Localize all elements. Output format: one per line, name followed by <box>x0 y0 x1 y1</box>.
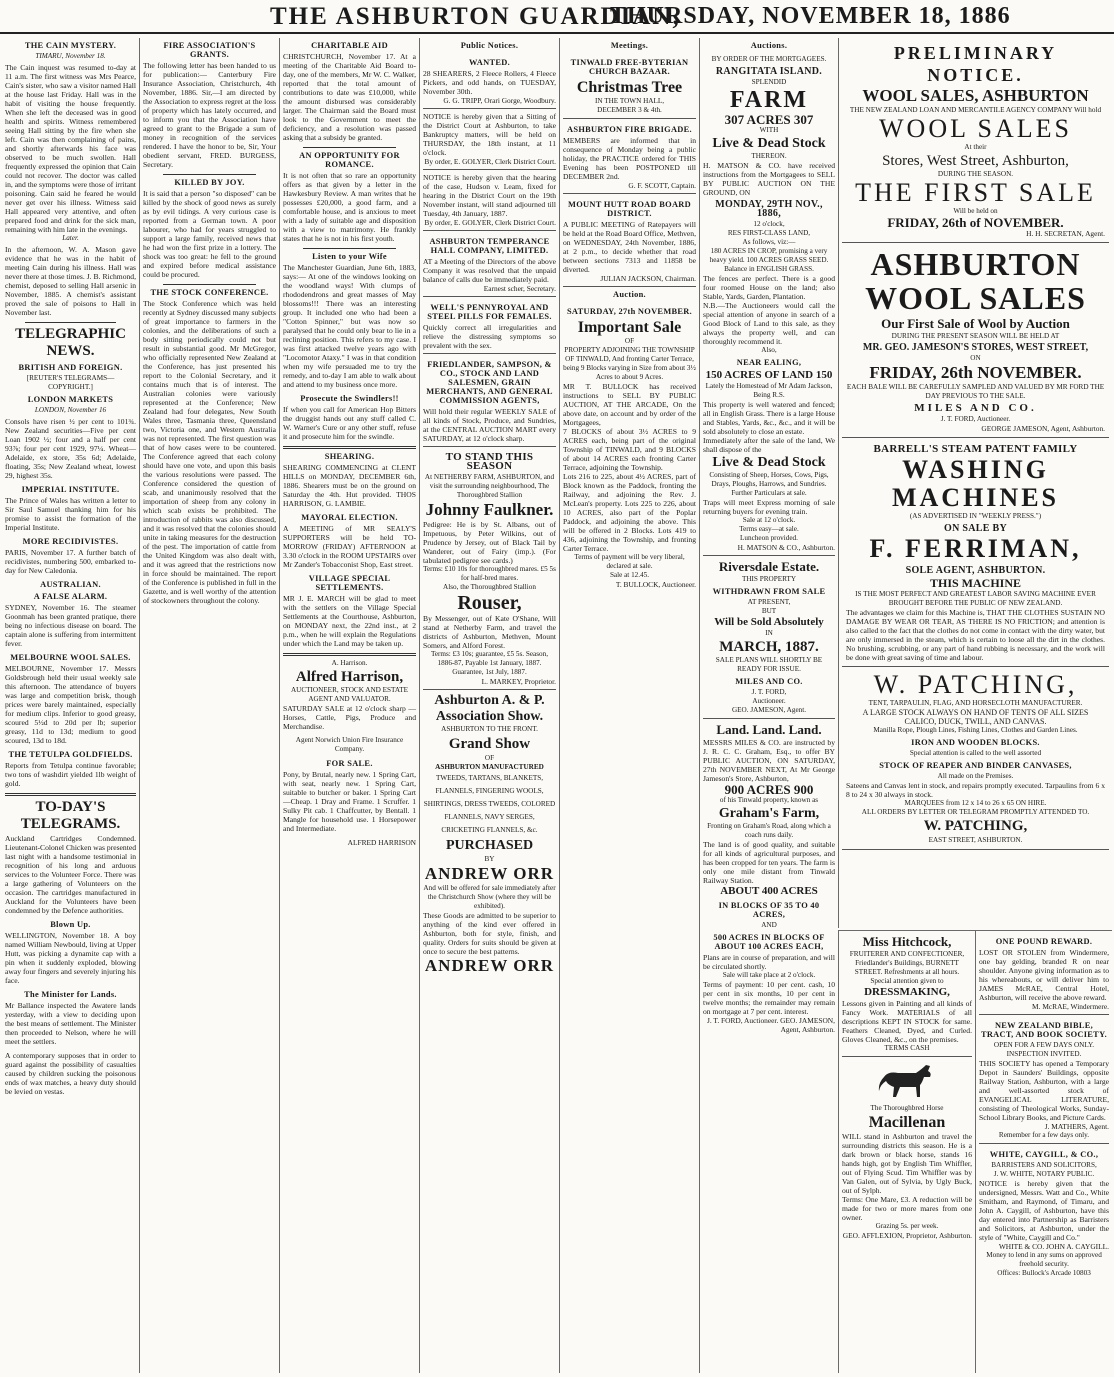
ad-dates: DECEMBER 3 & 4th. <box>597 106 662 114</box>
article-heading: THE STOCK CONFERENCE. <box>150 288 269 297</box>
ad-body: NOTICE is hereby given that a Sitting of the District Court at Ashburton, to take Bankruptcy matters, will be held on THURSDAY, the 18th instant, at 11 o'clock. <box>423 112 556 157</box>
ad-date: MARCH, 1887. <box>719 639 819 655</box>
ad-acreage: 307 ACRES 307 <box>724 112 814 127</box>
ad-body: IRON AND WOODEN BLOCKS. <box>911 738 1040 747</box>
ad-subtitle: Our First Sale of Wool by Auction <box>881 316 1070 331</box>
ad-word: BY <box>484 855 495 863</box>
ad-subtitle: J. W. WHITE, NOTARY PUBLIC. <box>993 1170 1095 1178</box>
ad-body: WITHDRAWN FROM SALE <box>712 587 826 596</box>
ad-acreage: 900 ACRES 900 <box>724 782 814 797</box>
ad-label: A. Harrison. <box>331 659 368 667</box>
ad-subtitle: TENT, TARPAULIN, FLAG, AND HORSECLOTH MANUFACTURER. <box>868 699 1083 707</box>
ad-signature: Earnest scher, Secretary. <box>483 284 556 293</box>
ad-body: THIS PROPERTY <box>741 575 797 583</box>
ad-body: At NETHERBY FARM, ASHBURTON, and visit the surrounding neighbourhood, The Thoroughbred Stallion <box>424 473 555 499</box>
copyright-note: [REUTER'S TELEGRAMS—COPYRIGHT.] <box>26 374 115 391</box>
ad-body: Traps will meet Express morning of sale returning buyers for evening train. <box>703 498 835 516</box>
ad-body: SHEARING COMMENCING at CLENT HILLS on MONDAY, DECEMBER 6th, 1886. Shearers must be on the ground on Saturday the 4th. Hut provided. THOS HARRISON, G. LAMBIE. <box>283 463 416 508</box>
ad-title: Important Sale <box>577 319 682 336</box>
ad-body: All made on the Premises. <box>937 772 1014 780</box>
ad-body: FRUITERER AND CONFECTIONER, Friedlander's Buildings, BURNETT STREET. Refreshments at all hours. <box>849 950 965 976</box>
ad-body: The land is of good quality, and suitable for all kinds of agricultural purposes, and has been cropped for ten years. The farm is only one mile distant from Tinwald Railway Station. <box>703 840 835 885</box>
ad-signature: T. BULLOCK, Auctioneer. <box>615 580 696 589</box>
ad-body: AT PRESENT, <box>747 598 791 606</box>
ad-body: IN BLOCKS OF 35 TO 40 ACRES, <box>718 901 820 919</box>
ad-heading: NEW ZEALAND BIBLE, TRACT, AND BOOK SOCIETY. <box>980 1021 1108 1039</box>
ad-signature: ALFRED HARRISON <box>347 838 416 847</box>
ad-body: By Messenger, out of Kate O'Shane, Will stand at Netherby Farm, and travel the districts of Ashburton, Methven, Mount Somers, and Alford Forest. <box>423 614 556 650</box>
ad-court-adjournment <box>423 170 556 231</box>
section-label: Meetings. <box>610 41 649 50</box>
ad-address: EAST STREET, ASHBURTON. <box>928 836 1023 844</box>
ad-body: These Goods are admitted to be superior to anything of the kind ever offered in Ashburton, both for style, finish, and quality. Orders for suits should be given at once to secure the best patterns. <box>423 911 556 956</box>
ad-body: MR J. E. MARCH will be glad to meet with the settlers on the Village Special Settlements at the Courthouse, Ashburton, on MONDAY next, the 22nd inst., at 2 p.m., when he will explain the Regulations under which the Land may be taken up. <box>283 594 416 648</box>
section-subheading: BRITISH AND FOREIGN. <box>18 363 123 372</box>
ad-body: SALE PLANS WILL SHORTLY BE READY FOR ISSUE. <box>715 656 823 673</box>
ad-word: OF <box>484 754 495 762</box>
ad-body: Agent Norwich Union Fire Insurance Company. <box>295 736 404 753</box>
ad-date: FRIDAY, 26th of NOVEMBER. <box>887 215 1064 230</box>
ad-body: Sateens and Canvas lent in stock, and repairs promptly executed. Tarpaulins from 6 x 8 to 24 x 30 always in stock. <box>846 781 1105 799</box>
ad-body: Will hold their regular WEEKLY SALE of all kinds of Stock, Produce, and Sundries, at the CENTRAL AUCTION MART every SATURDAY, at 12 o'clock sharp. <box>423 407 556 443</box>
ad-body: AT a Meeting of the Directors of the above Company it was resolved that the unpaid balance of calls due be immediately paid. <box>423 257 556 284</box>
ad-title: Macillenan <box>868 1114 946 1131</box>
ad-title: ANDREW ORR <box>424 864 555 883</box>
ad-word: THEREON. <box>751 152 787 160</box>
article-heading: FIRE ASSOCIATION'S GRANTS. <box>163 41 256 59</box>
dateline: TIMARU, November 18. <box>35 52 106 60</box>
article-body: It is said that a person "so disposed" can be killed by the shock of good news as surely as by evil tidings. A very curious case is reported from a German town. A poor labourer, who had for years struggled to support a large family, received news that he had won the first prize in a lottery. The shock was too great: he fell to the ground and expired before medical assistance could be procured. <box>143 189 276 279</box>
ad-body: Immediately after the sale of the land, We shall dispose of the <box>703 436 835 454</box>
ad-body: Luncheon provided. <box>740 534 798 542</box>
article-heading: LONDON MARKETS <box>27 395 114 404</box>
ad-address: Offices: Bullock's Arcade 10803 <box>997 1269 1091 1277</box>
ad-road-board <box>563 194 696 287</box>
ad-heading: ASHBURTON TEMPERANCE HALL COMPANY, LIMITED. <box>429 237 550 255</box>
column-news-1 <box>2 38 139 1373</box>
newspaper-title: THE ASHBURTON GUARDIAN, <box>270 3 681 30</box>
ad-terms: Terms: One Mare, £3. A reduction will be made for two or more mares from one owner. <box>842 1195 972 1222</box>
article-body: In the afternoon, W. A. Mason gave evidence that he was in the habit of meeting Cain during his illness. Hall was never there at those times. J. B. Richmond, chemist, deposed to selling Hall arsenic in November, 1885. A chemist's assistant proved the sale of poisons to Hall in November last. <box>5 245 136 317</box>
ad-title: WOOL SALES, ASHBURTON <box>862 86 1089 105</box>
ad-signature: GEORGE JAMESON, Agent, Ashburton. <box>981 424 1105 433</box>
column-news-2 <box>139 38 279 1373</box>
article-body: Auckland Cartridges Condemned. Lieutenant-Colonel Chicken was presented last night with a handsome testimonial in recognition of his long and arduous services to the Volunteer Force. There was a large gathering of Volunteers on the occasion. The cartridges manufactured in Auckland for the Volunteers have been condemned by the Defence authorities. <box>5 834 136 915</box>
ad-body: 500 ACRES IN BLOCKS OF ABOUT 100 ACRES EACH, <box>713 933 825 951</box>
article-body: SYDNEY, November 16. The steamer Goonmah has been granted pratique, there being no infectious disease on board. The captain alone is suffering from intermittent fever. <box>5 603 136 648</box>
column-news-3 <box>279 38 419 1373</box>
article-heading: Prosecute the Swindlers!! <box>300 394 399 403</box>
dateline: LONDON, November 16 <box>34 406 107 414</box>
ad-body: Also, the Thoroughbred Stallion <box>443 583 536 591</box>
ad-subtitle: THE NEW ZEALAND LOAN AND MERCANTILE AGENCY COMPANY Will hold <box>849 106 1102 114</box>
column-auctions <box>699 38 838 1373</box>
ad-heading: VILLAGE SPECIAL SETTLEMENTS. <box>308 574 391 592</box>
ad-heading: WANTED. <box>469 58 510 67</box>
article-body: It is not often that so rare an opportunity offers as that given by a letter in the Hawkesbury Review. A man writes that he possesses £20,000, a good farm, and a comfortable house, and is anxious to meet with a lady of suitable age and disposition with a view to matrimony. He frankly states that he is not in his first youth. <box>283 171 416 243</box>
ad-signature: GEO. JAMESON, Agent. <box>731 706 807 714</box>
ad-heading: ASHBURTON FIRE BRIGADE. <box>567 125 692 134</box>
ad-wool-sales-loan-agency <box>842 38 1109 243</box>
ad-washing-machines <box>842 438 1109 667</box>
ad-body: A MEETING of MR SEALY'S SUPPORTERS will be held TO-MORROW (FRIDAY) AFTERNOON at 3.30 o'clock in the ROOM UPSTAIRS over Mr Zander's Tobacconist Shop, East street. <box>283 524 417 569</box>
ad-riversdale-estate <box>703 556 835 719</box>
ad-body: Money to lend in any sums on approved freehold security. <box>986 1251 1102 1268</box>
ad-body: The advantages we claim for this Machine is, THAT THE CLOTHES SUSTAIN NO DAMAGE BY WEAR OR TEAR, AS THERE IS NO FRICTION; and attention is also called to the fact that the clothes do not come in contact with the dirty water, but are only immersed in the steam, which is certain to loose all the dirt in the clothes. No brushing, scrubbing, or any part of hand rubbing is necessary, and the work will be done with great saving of time and labour. <box>846 608 1105 662</box>
ad-title: Land. Land. Land. <box>716 722 822 737</box>
ad-title: Live & Dead Stock <box>712 136 826 151</box>
ad-white-caygill <box>979 1144 1109 1281</box>
ad-title: Miss Hitchcock, <box>862 934 952 949</box>
ad-signature: WHITE & CO. JOHN A. CAYGILL. <box>998 1242 1109 1251</box>
ad-body: And will be offered for sale immediately after the Christchurch Show (where they will be exhibited). <box>423 884 556 910</box>
goods-list: TWEEDS, TARTANS, BLANKETS, FLANNELS, FINGERING WOOLS, SHIRTINGS, DRESS TWEEDS, COLORED FLANNELS, NAVY SERGES, CRICKETING FLANNELS, &c. <box>423 774 556 834</box>
ad-title: THIS MACHINE <box>929 576 1021 590</box>
ad-signature: G. G. TRIPP, Orari Gorge, Woodbury. <box>443 96 556 105</box>
article-body: The following letter has been handed to us for publication:— Canterbury Fire Insurance Association, Christchurch, 4th November, 1886. Sir,—I am directed by the Association to express regret at the loss of property which has lately occurred, and to inform you that the Association have agreed to grant to the Brigade a sum of money in recognition of the services rendered. I have the honor to be, Sir, Your obedient servant, FRED. BURGESS, Secretary. <box>143 61 276 169</box>
ad-body: PROPERTY ADJOINING THE TOWNSHIP OF TINWALD, And fronting Carter Terrace, being 9 Blocks varying in Size from about 3½ Acres to about 9 Acres. <box>563 346 696 381</box>
ad-body: A LARGE STOCK ALWAYS ON HAND OF TENTS OF ALL SIZES CALICO, DUCK, TWILL, AND CANVAS. <box>862 708 1089 726</box>
ad-andrew-orr <box>423 690 556 979</box>
ad-firm: MILES AND CO. <box>914 402 1037 414</box>
ad-terms: Terms: £10 10s for thoroughbred mares. £5 5s for half-bred mares. <box>423 565 556 582</box>
section-label: Auction. <box>613 290 646 299</box>
ad-bible-society <box>979 1015 1109 1144</box>
ad-district-court-notice <box>423 109 556 170</box>
ad-body: Special attention is called to the well assorted <box>909 749 1042 757</box>
ad-heading: WHITE, CAYGILL, & CO., <box>989 1150 1099 1159</box>
ad-terms: Terms of payment: 10 per cent. cash, 10 per cent in six months, 10 per cent in twelve months; the remainder may remain on mortgage at 7 per cent. interest. <box>703 980 835 1016</box>
ad-body: Plans are in course of preparation, and will be circulated shortly. <box>703 953 835 971</box>
ad-body: Lessons given in Painting and all kinds of Fancy Work. MATERIALS of all descriptions KEPT IN STOCK for same. Feathers Cleaned, Dyed, and Curled. Gloves Cleaned, &c., on the premises. <box>842 999 972 1044</box>
masthead <box>0 0 1114 34</box>
article-heading: KILLED BY JOY. <box>174 178 245 187</box>
ad-body: Auctioneer. <box>752 697 786 705</box>
ad-body: Quickly correct all irregularities and relieve the distressing symptoms so prevalent with the sex. <box>423 323 556 350</box>
horse-illustration-icon <box>876 1063 938 1101</box>
ad-heading: RANGITATA ISLAND. <box>715 66 823 77</box>
column-public-notices <box>419 38 559 1373</box>
ad-body: Stores, West Street, Ashburton, <box>882 153 1069 169</box>
ad-body: EACH BALE WILL BE CAREFULLY SAMPLED AND VALUED BY MR FORD THE DAY PREVIOUS TO THE SALE. <box>846 383 1105 400</box>
ad-title: Graham's Farm, <box>718 806 820 821</box>
ad-body: ON SALE BY <box>943 523 1007 534</box>
ad-date: MONDAY, 29TH NOV., 1886, <box>715 199 823 219</box>
article-body: The Cain inquest was resumed to-day at 11 a.m. The first witness was Mrs Pearce, Cain's sister, who saw a visitor named Hall at the house last Friday. Hall was in the habit of visiting the house frequently. When she left the deceased was in good health and spirits. Witness remembered seeing Hall sitting by the fire when she left. Cain was then complaining of pains, and shortly afterwards his face was observed to be much swollen. Hall frequently expressed the opinion that Cain could not recover. The doctor was called in, and the symptoms were those of irritant poisoning. Cain said he feared he would never get over his illness. Witness said Hall appeared very attentive, and often prepared food and drink for the sick man, remaining with him late in the evenings. <box>5 63 136 234</box>
column-lower-left <box>838 930 975 1373</box>
ad-subtitle: The Thoroughbred Horse <box>870 1104 944 1112</box>
ad-body: DURING THE SEASON. <box>937 170 1014 178</box>
ad-tinwald-bazaar <box>563 52 696 119</box>
ad-pills <box>423 297 556 354</box>
ad-title: PURCHASED <box>445 838 534 853</box>
ad-body: IS THE MOST PERFECT AND GREATEST LABOR SAVING MACHINE EVER BROUGHT BEFORE THE PUBLIC OF NEW ZEALAND. <box>855 590 1096 607</box>
ad-signature: J. T. FORD, Auctioneer. GEO. JAMESON, Agent, Ashburton. <box>706 1016 835 1034</box>
ad-subtitle: AUCTIONEER, STOCK AND ESTATE AGENT AND VALUATOR. <box>290 686 409 703</box>
ad-body: J. T. FORD, Auctioneer. <box>940 415 1011 423</box>
article-heading: A FALSE ALARM. <box>33 592 108 601</box>
ad-friedlander <box>423 354 556 447</box>
ad-stallion-macillenan <box>842 1057 972 1243</box>
ad-body: NOTICE is hereby given that the undersigned, Messrs. Watt and Co., White Smitham, and Raymond, of Timaru, and John A. Caygill, of Ashburton, have this day entered into Partnership as Barristers and Solicitors, at Ashburton, under the style of "White, Caygill and Co." <box>979 1179 1109 1242</box>
ad-rangitata-farm <box>703 52 835 556</box>
article-heading: MELBOURNE WOOL SALES. <box>10 653 131 662</box>
ad-terms: Terms: £3 10s; guarantee, £5 5s. Season, 1886-87, Payable 1st January, 1887. Guarantee, 1st July, 1887. <box>430 650 549 676</box>
ad-grahams-farm <box>703 719 835 1037</box>
ad-body: As follows, viz:— <box>742 238 796 246</box>
ad-body: of his Tinwald property, known as <box>719 796 819 804</box>
ad-date: SATURDAY, 27th NOVEMBER. <box>566 307 693 316</box>
article-heading: IMPERIAL INSTITUTE. <box>21 485 120 494</box>
article-heading: CHARITABLE AID <box>311 41 388 50</box>
ad-body: SOLE AGENT, ASHBURTON. <box>905 565 1046 576</box>
ad-body: Grazing 5s. per week. <box>875 1222 939 1230</box>
ad-body: ABOUT 400 ACRES <box>720 885 818 897</box>
ad-word: ON <box>970 354 981 362</box>
ad-terms: Terms easy—at sale. <box>739 525 799 533</box>
ad-heading: SHEARING. <box>324 452 375 461</box>
ad-signature: JULIAN JACKSON, Chairman. <box>600 274 696 283</box>
ad-terms: TERMS CASH <box>884 1044 930 1052</box>
ad-tinwald-sale <box>563 301 696 592</box>
ad-body: Consisting of Sheep, Horses, Cows, Pigs, Drays, Ploughs, Harrows, and Sundries. <box>709 471 829 488</box>
section-heading: TELEGRAPHIC NEWS. <box>15 326 126 359</box>
ad-heading: MAYORAL ELECTION. <box>301 513 398 522</box>
ad-subtitle: ASHBURTON MANUFACTURED <box>435 763 544 771</box>
section-subheading: AUSTRALIAN. <box>40 580 101 589</box>
ad-subtitle: OPEN FOR A FEW DAYS ONLY. <box>993 1041 1095 1049</box>
article-body: CHRISTCHURCH, November 17. At a meeting of the Charitable Aid Board to-day, one of the members, Mr W. C. Walker, reported that the total amount of contributions to date was £10,000, while the amount disbursed was considerably larger. The Chairman said the Board must look to the Government to meet the deficiency, and a resolution was passed asking that a subsidy be granted. <box>283 52 416 142</box>
ad-title: FARM <box>729 87 809 113</box>
ad-miss-hitchcock <box>842 931 972 1057</box>
article-heading: MORE RECIDIVISTES. <box>22 537 119 546</box>
article-heading: THE TETULPA GOLDFIELDS. <box>8 750 133 759</box>
ad-word: BUT <box>761 607 777 615</box>
ad-body: LOST OR STOLEN from Windermere, one bay gelding, branded R on near shoulder. Anyone giving information as to his whereabouts, or will deliver him to JAMES McRAE, Central Hotel, Ashburton, will receive the above reward. <box>979 948 1109 1002</box>
ad-reward <box>979 931 1109 1015</box>
ad-body: N.B.—The Auctioneers would call the special attention of anyone in search of a Good Block of Land to this sale, as they always the property well, and can thoroughly recommend it. <box>703 301 835 346</box>
ad-body: Manilla Rope, Plough Lines, Fishing Lines, Clothes and Garden Lines. <box>873 726 1078 734</box>
ad-title: F. FERRIMAN, <box>869 534 1082 563</box>
ad-body: This property is well watered and fenced; all in English Grass. There is a large House and Stables, Yards, &c., &c., and it will be sold absolutely to close an estate. <box>703 400 835 436</box>
ad-body: J. T. FORD, <box>751 688 787 696</box>
ad-title: ASHBURTON WOOL SALES <box>865 246 1086 316</box>
ad-title: WASHING MACHINES <box>891 455 1059 512</box>
ad-terms: Terms of payment will be very liberal, declared at sale. <box>574 553 685 570</box>
ad-heading: WELL'S PENNYROYAL AND STEEL PILLS FOR FEMALES. <box>427 303 552 321</box>
article-body: WELLINGTON, November 18. A boy named William Newbould, living at Upper Hutt, was picking a dynamite cap with a pin when it suddenly exploded, blowing away four fingers and severely injuring his face. <box>5 931 136 985</box>
article-heading: The Minister for Lands. <box>24 990 117 999</box>
ad-body: Remember for a few days only. <box>998 1131 1090 1139</box>
ad-body: H. MATSON & CO. have received instructions from the Mortgagees to SELL BY PUBLIC AUCTION ON THE GROUND, ON <box>703 161 835 197</box>
article-body: Consols have risen ½ per cent to 101¾. New Zealand securities—Five per cent Loan 1902 ½; four and a half per cent 93⅞; four per cent 1929, 97¼. Wheat—Adelaide, ex store, 35s 6d; Adelaide, floating, 35s; New Zealand wheat, lowest 29, highest 35s. <box>5 417 136 480</box>
ad-stallion-johnny-faulkner <box>423 447 556 690</box>
ad-body: MESSRS MILES & CO. are instructed by J. R. C. C. Graham, Esq., to offer BY PUBLIC AUCTION, ON SATURDAY, 27th NOVEMBER NEXT, At Mr George Jameson's Store, Ashburton, <box>703 738 835 783</box>
ad-heading: TINWALD FREE-BYTERIAN CHURCH BAZAAR. <box>570 58 689 76</box>
article-body: Mr Ballance inspected the Awatere lands yesterday, with a view to deciding upon the best means of settlement. The Minister then proceeded to Nelson, where he will meet the settlers. <box>5 1001 136 1046</box>
ad-body: Special attention given to <box>870 977 944 985</box>
article-body: Reports from Tetulpa continue favorable; two tons of washdirt yielded 1lb weight of gold. <box>5 761 136 788</box>
ad-title: W. PATCHING, <box>873 670 1078 699</box>
ad-body: Will be held on <box>953 207 998 215</box>
article-body: If when you call for American Hop Bitters the druggist hands out any stuff called C. W. Warner's Cure or any other stuff, refuse it and prosecute him for the swindle. <box>283 405 416 441</box>
ad-signature: By order, E. GOLYER, Clerk District Court. <box>424 157 556 166</box>
ad-body: The fences are perfect. There is a good four roomed House on the land; also Stable, Yards, Garden, Plantation. <box>703 274 835 301</box>
ad-firm: MILES AND CO. <box>735 677 803 686</box>
ad-body: Pedigree: He is by St. Albans, out of Impetuous, by Peter Wilkins, out of Prudence by Jersey, out of Black Tail by Wanderer, out of Fairy (imp.). (For tabulated pedigree see cards.) <box>423 520 556 565</box>
ad-title: THE FIRST SALE <box>855 178 1096 207</box>
article-body: The Manchester Guardian, June 6th, 1883, says:— At one of the windows looking on the woodland ways! With clumps of rhododendrons and great masses of May blossoms!!! There was an interesting group. It included one who had been a "Cotton Spinner," but was now so paralysed that he could only bear to lie in a reclining position. This refers to my case. I was first attacked twelve years ago with "Locomotor Ataxy." I was in that condition when my wife persuaded me to try the remedy, and to-day I am able to walk about and attend to my business once more. <box>283 263 416 389</box>
ad-time: Sale at 12 o'clock. <box>742 516 796 524</box>
ad-signature: ANDREW ORR <box>424 956 555 975</box>
ad-title: Riversdale Estate. <box>718 559 820 574</box>
ad-body: RES FIRST-CLASS LAND, <box>727 229 811 237</box>
ad-acreage: 150 ACRES OF LAND 150 <box>705 369 833 381</box>
ad-body: Lots 216 to 225, about 4½ ACRES, part of Block known as the Paddock, fronting the Railway, and adjoining the Rev. J. McLean's property. Lots 225 to 226, about 10 ACRES, also part of the Poplar Paddock, and adjoining the above. This will be offered in 2 Blocks. Lots 419 to 436, adjoining the Township, and fronting Carter Terrace. <box>563 472 696 553</box>
ad-body: DURING THE PRESENT SEASON WILL BE HELD AT <box>891 332 1060 340</box>
ad-subtitle: BARRISTERS AND SOLICITORS, <box>991 1161 1097 1169</box>
ad-signature: H. H. SECRETAN, Agent. <box>1026 229 1105 238</box>
ad-body: MEMBERS are informed that in consequence of Monday being a public holiday, the PRACTICE ordered for THIS Evening has been POSTPONED till DECEMBER 2nd. <box>563 136 696 181</box>
ad-time: Sale will take place at 2 o'clock. <box>722 971 816 979</box>
ad-body: Further Particulars at sale. <box>731 489 807 497</box>
ad-word: SPLENDID <box>751 78 787 86</box>
ad-body: Lately the Homestead of Mr Adam Jackson, Being R.S. <box>705 382 833 399</box>
ad-body: NOTICE is hereby given that the hearing of the case, Hudson v. Leam, fixed for hearing in the District Court on the 19th November instant, will stand adjourned till Tuesday, 4th January, 1887. <box>423 173 556 218</box>
ad-time: 12 o'clock, <box>753 220 785 228</box>
ad-patching <box>842 667 1109 850</box>
ad-heading: FOR SALE. <box>326 759 373 768</box>
ad-subtitle: ASHBURTON TO THE FRONT. <box>441 725 538 733</box>
ad-body: SATURDAY SALE at 12 o'clock sharp —Horses, Cattle, Pigs, Produce and Merchandise. <box>283 704 416 731</box>
article-heading: Listen to your Wife <box>312 252 387 261</box>
column-lower-right <box>975 930 1112 1373</box>
ad-signature: G. F. SCOTT, Captain. <box>628 181 696 190</box>
ad-body: Fronting on Graham's Road, along which a coach runs daily. <box>707 822 831 839</box>
ad-body: MR T. BULLOCK has received instructions to SELL BY PUBLIC AUCTION, AT THE ARCADE, On the above date, on account and by order of the Mortgagees, <box>563 382 696 427</box>
ad-body: A PUBLIC MEETING of Ratepayers will be held at the Road Board Office, Methven, on WEDNESDAY, 24th November, 1886, at 2 p.m., to decide whether that road between sections 7313 and 11858 be diverted. <box>563 220 696 274</box>
ad-body: WILL stand in Ashburton and travel the surrounding districts this season. He is a dark brown or black horse, stands 16 hands high, got by English Tim Whiffler, out of Flying Scud. Tim Whiffler was by Van Galen, out of Sylvia, by Ugly Buck, out of Sylph. <box>842 1132 972 1195</box>
ad-word: OF <box>624 337 635 345</box>
ad-body: (AS ADVERTISED IN "WEEKLY PRESS.") <box>909 512 1042 520</box>
section-label: Auctions. <box>750 41 788 50</box>
ad-body: MARQUEES from 12 x 14 to 26 x 65 ON HIRE. <box>904 799 1047 807</box>
ad-body: MR. GEO. JAMESON'S STORES, WEST STREET, <box>862 342 1089 353</box>
ad-word: At their <box>964 143 987 151</box>
ad-date: FRIDAY, 26th NOVEMBER. <box>869 363 1082 382</box>
ad-heading: BARRELL'S STEAM PATENT FAMILY <box>873 443 1078 455</box>
ad-word: AND <box>761 921 777 929</box>
column-wide-ads <box>838 38 1112 928</box>
article-body: PARIS, November 17. A further batch of recidivistes, numbering 500, embarked to-day for New Caledonia. <box>5 548 136 575</box>
article-heading: THE CAIN MYSTERY. <box>24 41 117 50</box>
ad-title: Live & Dead Stock <box>712 455 826 470</box>
ad-body: Pony, by Brutal, nearly new. 1 Spring Cart, with seat, nearly new. 1 Spring Cart, suitable to butcher or baker. 1 Spring Cart—Cheap. 1 Dray and Frame. 1 Scruffer. 1 Sulky Pit cab. 1 Chaffcutter, by Bentall. 1 Mangle for household use. 1 Horsepower and Intermediate. <box>283 770 416 833</box>
ad-ashburton-wool-sales <box>842 243 1109 438</box>
ad-signature: J. MATHERS, Agent. <box>1044 1122 1109 1131</box>
ad-heading: PRELIMINARY NOTICE. <box>893 43 1058 85</box>
ad-fire-brigade <box>563 119 696 194</box>
article-body: The Stock Conference which was held recently at Sydney discussed many subjects of great importance to farmers in the colonies, and the deliberations of such a body sitting periodically could not but result in substantial good. Mr McGregor, who officially represented New Zealand at the Conference, has just presented his report to the Colonial Secretary, and it contains much that is of interest. The Australian colonies were variously represented at the Conference; New Zealand had four delegates, New South Wales three, Tasmania three, Queensland two, Victoria one, and Western Australia was not represented. The first question was that of how cases were to be countered. The Conference agreed that each colony should have one vote, and upon this basis the various resolutions were passed. The Conference considered the question of scab, and unanimously resolved that the importation of sheep from any colony in which scab exists be prohibited. The introduction of rabbits was also discussed, and it was resolved that the colonies should unite in taking measures for the destruction of the pest. The importation of cattle from the United Kingdom was also dealt with, and it was agreed that the restrictions now in force should be maintained. The report of the Conference is published in full in the Gazette, and is well worthy of the attention of stockowners throughout the colony. <box>143 299 276 605</box>
ad-body: ALL ORDERS BY LETTER OR TELEGRAM PROMPTLY ATTENDED TO. <box>861 808 1090 816</box>
column-meetings <box>559 38 699 1373</box>
ad-body: THIS SOCIETY has opened a Temporary Depot in Saunders' Buildings, opposite Railway Station, Ashburton, with a large and well-assorted stock of EVANGELICAL LITERATURE, consisting of Theological Works, Sunday-School Library Books, and Picture Cards. <box>979 1059 1109 1122</box>
ad-time: Sale at 12.45. <box>609 571 650 579</box>
ad-signature: L. MARKEY, Proprietor. <box>481 677 556 686</box>
ad-heading: Ashburton A. & P. Association Show. <box>434 693 545 724</box>
ad-heading: FRIEDLANDER, SAMPSON, & CO., STOCK AND LAND SALESMEN, GRAIN MERCHANTS, AND GENERAL COMMISSION AGENTS, <box>426 360 553 405</box>
ad-word: WITH <box>759 126 779 134</box>
ad-heading: NEAR EALING, <box>736 358 802 367</box>
ad-body: 7 BLOCKS of about 3½ ACRES to 9 ACRES each, being part of the original Township of TINWALD, and 9 BLOCKS of about 14 ACRES each fronting Carter Terrace, adjoining the Township. <box>563 427 696 472</box>
ad-title: W. PATCHING, <box>923 818 1028 834</box>
ad-subtitle: IN THE TOWN HALL, <box>594 97 665 105</box>
ad-signature: M. McRAE, Windermere. <box>1032 1002 1109 1011</box>
ad-title: Johnny Faulkner. <box>425 500 554 519</box>
ad-title: Will be Sold Absolutely <box>714 616 824 628</box>
ad-body: STOCK OF REAPER AND BINDER CANVASES, <box>879 761 1072 770</box>
ad-signature: H. MATSON & CO., Ashburton. <box>737 543 835 552</box>
article-body: The Prince of Wales has written a letter to Sir Saul Samuel thanking him for his promise to assist the formation of the Imperial Institute. <box>5 496 136 532</box>
ad-title: WOOL SALES <box>879 114 1072 143</box>
ad-signature: GEO. AFFLEXION, Proprietor, Ashburton. <box>842 1231 972 1240</box>
ad-title: DRESSMAKING, <box>864 986 950 998</box>
article-cain-mystery <box>5 41 136 317</box>
section-heading: TO-DAY'S TELEGRAMS. <box>20 799 121 832</box>
ad-temperance-hall <box>423 231 556 297</box>
ad-title: Alfred Harrison, <box>295 669 404 685</box>
ad-body: 28 SHEARERS, 2 Fleece Rollers, 4 Fleece Pickers, and odd hands, on TUESDAY, November 30th. <box>423 69 556 96</box>
ad-title: Rouser, <box>457 592 522 614</box>
ad-body: 180 ACRES IN CROP, promising a very heavy yield. 100 ACRES GRASS SEED. Balance in ENGLISH GRASS. <box>709 247 829 273</box>
article-body: MELBOURNE, November 17. Messrs Goldsbrough held their usual weekly sale this afternoon. The attendance of buyers was large and competition brisk, though prices were barely maintained, especially for medium clips. Inferior to good greasy, scoured 5½d to 20d per lb; superior greasy, 11d to 13d; medium to good scoured, 13d to 18d. <box>5 664 136 745</box>
ad-signature: By order, E. GOLYER, Clerk District Court. <box>424 218 556 227</box>
ad-word: Also, <box>761 346 777 354</box>
ad-subtitle: INSPECTION INVITED. <box>1006 1050 1082 1058</box>
article-heading: Blown Up. <box>50 920 91 929</box>
ad-subtitle: BY ORDER OF THE MORTGAGEES. <box>711 55 827 63</box>
ad-heading: TO STAND THIS SEASON <box>445 451 534 472</box>
subheading: Later. <box>62 234 79 242</box>
issue-date: THURSDAY, NOVEMBER 18, 1886 <box>610 3 1011 29</box>
ad-heading: ONE POUND REWARD. <box>995 937 1093 946</box>
ad-word: IN <box>765 629 773 637</box>
article-body: A contemporary supposes that in order to guard against the possibility of casualties caused by children sucking the poisonous ends of wax matches, a heavy duty should be levied on vestas. <box>5 1051 136 1096</box>
section-label: Public Notices. <box>460 41 519 50</box>
ad-wanted-shearers <box>423 52 556 109</box>
ad-heading: MOUNT HUTT ROAD BOARD DISTRICT. <box>567 200 692 218</box>
ad-title: Grand Show <box>448 736 531 752</box>
ad-title: Christmas Tree <box>576 79 683 96</box>
article-heading: AN OPPORTUNITY FOR ROMANCE. <box>299 151 400 169</box>
